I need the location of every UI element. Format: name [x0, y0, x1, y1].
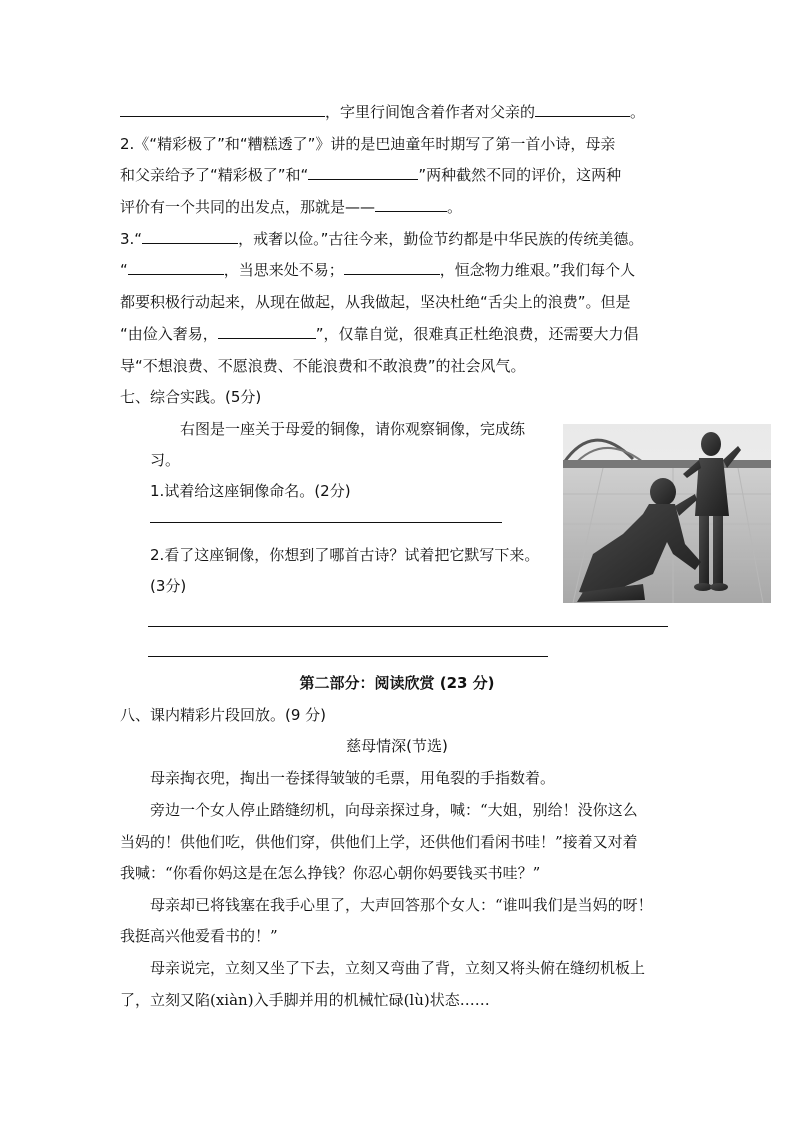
- q2-line-3: [120, 197, 462, 217]
- answer-line[interactable]: [150, 522, 502, 523]
- passage-paragraph-4-line-1: 母亲说完，立刻又坐了下去，立刻又弯曲了背，立刻又将头俯在缝纫机板上: [150, 959, 646, 977]
- section-7-heading: 七、综合实践。(5分): [120, 388, 262, 406]
- answer-blank[interactable]: [375, 197, 447, 212]
- text: 评价有一个共同的出发点，那就是——: [120, 198, 376, 216]
- passage-paragraph-1: 母亲掏衣兜，掏出一卷揉得皱皱的毛票，用龟裂的手指数着。: [150, 769, 556, 787]
- text: ，字里行间饱含着作者对父亲的: [325, 103, 536, 121]
- text: ”，仅靠自觉，很难真正杜绝浪费，还需要大力倡: [315, 325, 639, 343]
- q3-line-5: 导“不想浪费、不愿浪费、不能浪费和不敢浪费”的社会风气。: [120, 357, 526, 375]
- text: 3.“: [120, 230, 143, 248]
- passage-paragraph-2-line-3: 我喊：“你看你妈这是在怎么挣钱？你忍心朝你妈要钱买书哇？”: [120, 864, 541, 882]
- s7-intro-line-1: 右图是一座关于母爱的铜像，请你观察铜像，完成练: [180, 420, 526, 438]
- section-8-heading: 八、课内精彩片段回放。(9 分): [120, 706, 327, 724]
- text: 和父亲给予了“精彩极了”和“: [120, 166, 309, 184]
- passage-paragraph-3-line-2: 我挺高兴他爱看书的！”: [120, 927, 278, 945]
- s7-intro-line-2: 习。: [150, 451, 181, 469]
- q3-line-2: [120, 260, 635, 280]
- s7-q1: 1.试着给这座铜像命名。(2分): [150, 482, 351, 500]
- answer-blank[interactable]: [128, 260, 224, 275]
- answer-blank[interactable]: [218, 324, 316, 339]
- q2-line-2: [120, 165, 621, 185]
- text: ，恒念物力维艰。”我们每个人: [439, 261, 636, 279]
- mother-statue-photo: [563, 424, 771, 603]
- s6-line-1: [120, 102, 645, 122]
- text: “: [120, 261, 128, 279]
- answer-blank[interactable]: [120, 102, 325, 117]
- passage-paragraph-2-line-1: 旁边一个女人停止踏缝纫机，向母亲探过身，喊：“大姐，别给！没你这么: [150, 801, 638, 819]
- text: ”两种截然不同的评价，这两种: [418, 166, 622, 184]
- answer-blank[interactable]: [535, 102, 630, 117]
- part-2-title: 第二部分：阅读欣赏 (23 分): [299, 674, 495, 692]
- passage-paragraph-4-line-2: 了，立刻又陷(xiàn)入手脚并用的机械忙碌(lù)状态……: [120, 991, 490, 1009]
- text: “由俭入奢易，: [120, 325, 218, 343]
- text: ，戒奢以俭。”古往今来，勤俭节约都是中华民族的传统美德。: [238, 230, 644, 248]
- text: 。: [630, 103, 646, 121]
- text: ，当思来处不易；: [223, 261, 344, 279]
- answer-line[interactable]: [148, 656, 548, 657]
- answer-blank[interactable]: [344, 260, 440, 275]
- passage-paragraph-3-line-1: 母亲却已将钱塞在我手心里了，大声回答那个女人：“谁叫我们是当妈的呀！: [150, 896, 653, 914]
- answer-blank[interactable]: [308, 165, 418, 180]
- q2-line-1: 2.《“精彩极了”和“糟糕透了”》讲的是巴迪童年时期写了第一首小诗，母亲: [120, 135, 616, 153]
- q3-line-1: [120, 229, 643, 249]
- s7-q2-line-2: (3分): [150, 577, 187, 595]
- answer-blank[interactable]: [142, 229, 238, 244]
- passage-title: 慈母情深(节选): [346, 737, 448, 755]
- answer-line[interactable]: [148, 626, 668, 627]
- s7-q2-line-1: 2.看了这座铜像，你想到了哪首古诗？试着把它默写下来。: [150, 546, 540, 564]
- passage-paragraph-2-line-2: 当妈的！供他们吃，供他们穿，供他们上学，还供他们看闲书哇！”接着又对着: [120, 833, 638, 851]
- q3-line-3: 都要积极行动起来，从现在做起，从我做起，坚决杜绝“舌尖上的浪费”。但是: [120, 293, 631, 311]
- q3-line-4: [120, 324, 639, 344]
- text: 。: [447, 198, 463, 216]
